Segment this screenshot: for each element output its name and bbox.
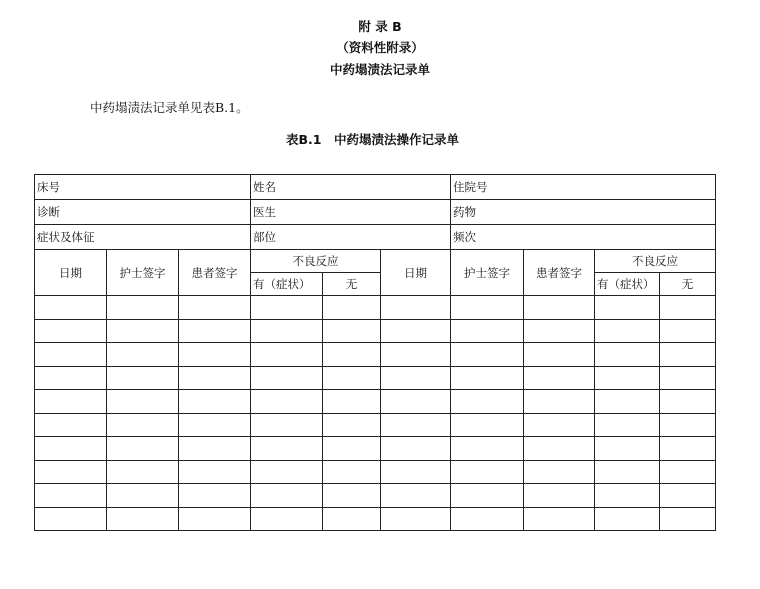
entry-cell[interactable]	[595, 413, 660, 437]
entry-cell[interactable]	[35, 390, 107, 414]
entry-cell[interactable]	[107, 319, 179, 343]
patient-sign-header: 患者签字	[179, 250, 251, 296]
entry-cell[interactable]	[251, 366, 323, 390]
diagnosis-label: 诊断	[35, 200, 251, 225]
entry-cell[interactable]	[381, 319, 451, 343]
entry-cell[interactable]	[251, 413, 323, 437]
entry-cell[interactable]	[179, 507, 251, 531]
entry-cell[interactable]	[323, 390, 381, 414]
entry-cell[interactable]	[35, 343, 107, 367]
entry-cell[interactable]	[595, 507, 660, 531]
entry-cell[interactable]	[660, 296, 716, 320]
entry-cell[interactable]	[323, 484, 381, 508]
doctor-label: 医生	[251, 200, 451, 225]
nurse-sign-header: 护士签字	[451, 250, 524, 296]
entry-cell[interactable]	[660, 319, 716, 343]
entry-cell[interactable]	[323, 366, 381, 390]
info-row	[35, 200, 716, 225]
info-row	[35, 225, 716, 250]
entry-cell[interactable]	[35, 437, 107, 461]
entry-cell[interactable]	[251, 390, 323, 414]
entry-cell[interactable]	[595, 296, 660, 320]
medicine-label: 药物	[451, 200, 716, 225]
patient-name-label: 姓名	[251, 175, 451, 200]
entry-cell[interactable]	[251, 437, 323, 461]
entry-row	[35, 390, 716, 414]
date-header: 日期	[381, 250, 451, 296]
entry-row	[35, 507, 716, 531]
entry-cell[interactable]	[524, 319, 595, 343]
entry-cell[interactable]	[107, 413, 179, 437]
entry-cell[interactable]	[595, 460, 660, 484]
entry-cell[interactable]	[524, 366, 595, 390]
entry-cell[interactable]	[323, 413, 381, 437]
entry-cell[interactable]	[179, 413, 251, 437]
entry-row	[35, 437, 716, 461]
entry-cell[interactable]	[35, 507, 107, 531]
entry-cell[interactable]	[179, 390, 251, 414]
entry-cell[interactable]	[524, 484, 595, 508]
entry-cell[interactable]	[381, 484, 451, 508]
entry-cell[interactable]	[595, 437, 660, 461]
appendix-form-name: 中药塌渍法记录单	[329, 62, 430, 77]
entry-cell[interactable]	[660, 390, 716, 414]
entry-cell[interactable]	[323, 437, 381, 461]
symptoms-label: 症状及体征	[35, 225, 251, 250]
entry-cell[interactable]	[451, 343, 524, 367]
entry-cell[interactable]	[323, 343, 381, 367]
entry-cell[interactable]	[251, 507, 323, 531]
bed-number-label: 床号	[35, 175, 251, 200]
entry-cell[interactable]	[660, 460, 716, 484]
entry-cell[interactable]	[35, 319, 107, 343]
entry-cell[interactable]	[179, 484, 251, 508]
entry-cell[interactable]	[381, 413, 451, 437]
entry-cell[interactable]	[524, 296, 595, 320]
table-caption: 表B.1 中药塌渍法操作记录单	[286, 132, 459, 147]
entry-cell[interactable]	[660, 343, 716, 367]
nurse-sign-header: 护士签字	[107, 250, 179, 296]
entry-cell[interactable]	[451, 507, 524, 531]
entry-cell[interactable]	[660, 413, 716, 437]
entry-cell[interactable]	[451, 460, 524, 484]
adverse-reaction-header: 不良反应	[251, 250, 381, 273]
entry-cell[interactable]	[595, 343, 660, 367]
entry-row	[35, 460, 716, 484]
adverse-reaction-header: 不良反应	[595, 250, 716, 273]
entry-cell[interactable]	[251, 296, 323, 320]
entry-cell[interactable]	[660, 366, 716, 390]
column-header-row	[35, 250, 716, 273]
appendix-note: （资料性附录）	[336, 40, 424, 55]
entry-cell[interactable]	[451, 484, 524, 508]
entry-cell[interactable]	[107, 437, 179, 461]
record-entries	[35, 296, 716, 531]
entry-cell[interactable]	[381, 296, 451, 320]
entry-cell[interactable]	[524, 343, 595, 367]
entry-cell[interactable]	[381, 437, 451, 461]
entry-cell[interactable]	[107, 390, 179, 414]
entry-cell[interactable]	[595, 366, 660, 390]
entry-cell[interactable]	[660, 507, 716, 531]
entry-cell[interactable]	[35, 460, 107, 484]
entry-row	[35, 296, 716, 320]
entry-cell[interactable]	[35, 484, 107, 508]
entry-cell[interactable]	[524, 437, 595, 461]
entry-cell[interactable]	[323, 296, 381, 320]
entry-cell[interactable]	[107, 507, 179, 531]
frequency-label: 频次	[451, 225, 716, 250]
entry-cell[interactable]	[451, 437, 524, 461]
entry-cell[interactable]	[323, 507, 381, 531]
entry-cell[interactable]	[179, 366, 251, 390]
entry-cell[interactable]	[179, 460, 251, 484]
entry-cell[interactable]	[524, 390, 595, 414]
entry-row	[35, 413, 716, 437]
entry-cell[interactable]	[381, 460, 451, 484]
patient-sign-header: 患者签字	[524, 250, 595, 296]
info-row	[35, 175, 716, 200]
entry-cell[interactable]	[524, 460, 595, 484]
entry-cell[interactable]	[595, 484, 660, 508]
entry-cell[interactable]	[107, 460, 179, 484]
entry-cell[interactable]	[251, 484, 323, 508]
entry-cell[interactable]	[107, 484, 179, 508]
no-reaction-header: 无	[323, 273, 381, 296]
entry-row	[35, 484, 716, 508]
entry-row	[35, 366, 716, 390]
entry-cell[interactable]	[451, 413, 524, 437]
entry-cell[interactable]	[251, 343, 323, 367]
entry-cell[interactable]	[107, 296, 179, 320]
entry-cell[interactable]	[179, 437, 251, 461]
entry-cell[interactable]	[595, 390, 660, 414]
entry-row	[35, 343, 716, 367]
no-reaction-header: 无	[660, 273, 716, 296]
has-symptom-header: 有（症状）	[595, 273, 660, 296]
entry-cell[interactable]	[323, 319, 381, 343]
entry-cell[interactable]	[251, 319, 323, 343]
entry-cell[interactable]	[451, 390, 524, 414]
entry-cell[interactable]	[381, 507, 451, 531]
entry-cell[interactable]	[451, 366, 524, 390]
entry-cell[interactable]	[35, 366, 107, 390]
entry-cell[interactable]	[107, 366, 179, 390]
entry-row	[35, 319, 716, 343]
entry-cell[interactable]	[381, 366, 451, 390]
entry-cell[interactable]	[524, 413, 595, 437]
entry-cell[interactable]	[381, 390, 451, 414]
entry-cell[interactable]	[179, 319, 251, 343]
intro-text: 中药塌渍法记录单见表B.1。	[90, 100, 249, 115]
admission-number-label: 住院号	[451, 175, 716, 200]
entry-cell[interactable]	[660, 437, 716, 461]
entry-cell[interactable]	[660, 484, 716, 508]
entry-cell[interactable]	[451, 319, 524, 343]
entry-cell[interactable]	[595, 319, 660, 343]
has-symptom-header: 有（症状）	[251, 273, 323, 296]
entry-cell[interactable]	[179, 343, 251, 367]
body-site-label: 部位	[251, 225, 451, 250]
entry-cell[interactable]	[381, 343, 451, 367]
record-table	[34, 174, 716, 531]
date-header: 日期	[35, 250, 107, 296]
entry-cell[interactable]	[524, 507, 595, 531]
entry-cell[interactable]	[35, 413, 107, 437]
entry-cell[interactable]	[35, 296, 107, 320]
entry-cell[interactable]	[107, 343, 179, 367]
entry-cell[interactable]	[251, 460, 323, 484]
appendix-title: 附 录 B	[358, 19, 402, 34]
entry-cell[interactable]	[179, 296, 251, 320]
entry-cell[interactable]	[451, 296, 524, 320]
entry-cell[interactable]	[323, 460, 381, 484]
